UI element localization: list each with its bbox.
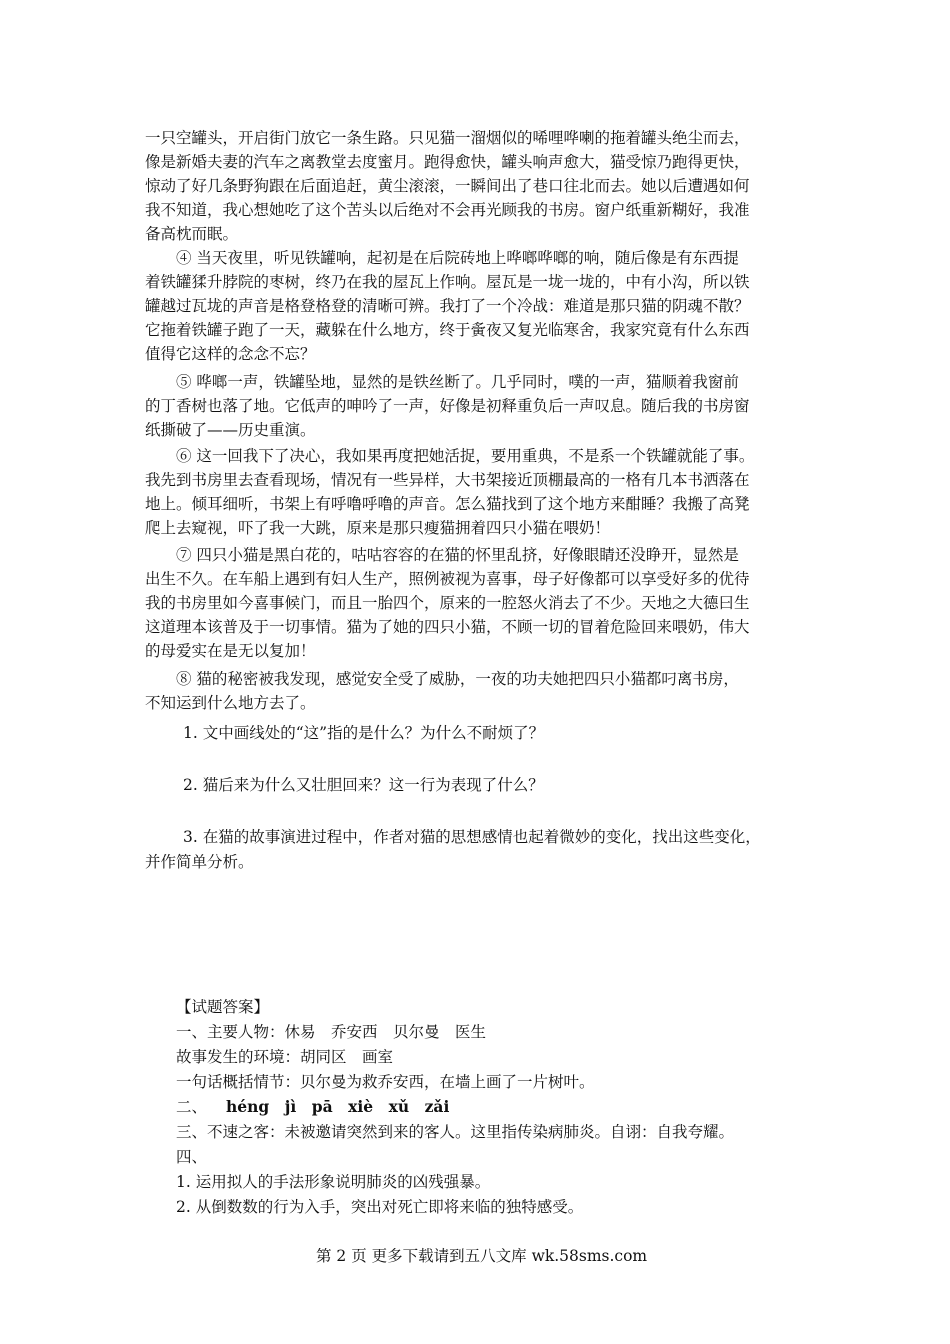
passage-line: 备高枕而眠。 (145, 225, 239, 243)
answer-pinyin: héng jì pā xiè xǔ zǎi (226, 1097, 450, 1116)
passage-line: 我先到书房里去查看现场，情况有一些异样，大书架接近顶棚最高的一格有几本书洒落在 (145, 471, 750, 489)
passage-line: 的丁香树也落了地。它低声的呻吟了一声，好像是初释重负后一声叹息。随后我的书房窗 (145, 397, 750, 415)
passage-line: 我不知道，我心想她吃了这个苦头以后绝对不会再光顾我的书房。窗户纸重新糊好，我准 (145, 201, 750, 219)
paragraph-6-start: ⑥ 这一回我下了决心，我如果再度把她活捉，要用重典，不是系一个铁罐就能了事。 (176, 447, 755, 465)
paragraph-5-start: ⑤ 哗啷一声，铁罐坠地，显然的是铁丝断了。几乎同时，噗的一声，猫顺着我窗前 (176, 373, 739, 391)
question-3-cont: 并作简单分析。 (145, 853, 254, 871)
passage-line: 罐越过瓦垅的声音是格登格登的清晰可辨。我打了一个冷战：难道是那只猫的阴魂不散？ (145, 297, 750, 315)
answer-line: 1. 运用拟人的手法形象说明肺炎的凶残强暴。 (176, 1173, 491, 1191)
passage-line: 值得它这样的念念不忘？ (145, 345, 316, 363)
paragraph-8-start: ⑧ 猫的秘密被我发现，感觉安全受了威胁，一夜的功夫她把四只小猫都叼离书房， (176, 670, 739, 688)
question-3: 3. 在猫的故事演进过程中，作者对猫的思想感情也起着微妙的变化，找出这些变化， (183, 828, 761, 846)
passage-line: 惊动了好几条野狗跟在后面追赶，黄尘滚滚，一瞬间出了巷口往北而去。她以后遭遇如何 (145, 177, 750, 195)
answer-line: 二、 (176, 1098, 208, 1116)
answer-line: 三、不速之客：未被邀请突然到来的客人。这里指传染病肺炎。自诩：自我夸耀。 (176, 1123, 735, 1141)
passage-line: 的母爱实在是无以复加！ (145, 642, 316, 660)
answers-title: 【试题答案】 (176, 998, 270, 1016)
page-footer: 第 2 页 更多下载请到五八文库 wk.58sms.com (316, 1247, 648, 1265)
answer-line: 一句话概括情节：贝尔曼为救乔安西，在墙上画了一片树叶。 (176, 1073, 595, 1091)
paragraph-7-start: ⑦ 四只小猫是黑白花的，咕咕容容的在猫的怀里乱挤，好像眼睛还没睁开，显然是 (176, 546, 739, 564)
passage-line: 地上。倾耳细听，书架上有呼噜呼噜的声音。怎么猫找到了这个地方来酣睡？我搬了高凳 (145, 495, 750, 513)
answer-line: 故事发生的环境：胡同区 画室 (176, 1048, 394, 1066)
answer-line: 四、 (176, 1148, 208, 1166)
passage-line: 我的书房里如今喜事候门，而且一胎四个，原来的一腔怒火消去了不少。天地之大德曰生 (145, 594, 750, 612)
answer-line: 一、主要人物：休易 乔安西 贝尔曼 医生 (176, 1023, 487, 1041)
passage-line: 像是新婚夫妻的汽车之离教堂去度蜜月。跑得愈快，罐头响声愈大，猫受惊乃跑得更快， (145, 153, 750, 171)
passage-line: 不知运到什么地方去了。 (145, 694, 316, 712)
passage-line: 爬上去窥视，吓了我一大跳，原来是那只瘦猫拥着四只小猫在喂奶！ (145, 519, 611, 537)
passage-line: 着铁罐猱升脖院的枣树，终乃在我的屋瓦上作响。屋瓦是一垅一垅的，中有小沟，所以铁 (145, 273, 750, 291)
passage-line: 这道理本该普及于一切事情。猫为了她的四只小猫，不顾一切的冒着危险回来喂奶，伟大 (145, 618, 750, 636)
paragraph-4-start: ④ 当天夜里，听见铁罐响，起初是在后院砖地上哗啷哗啷的响，随后像是有东西提 (176, 249, 739, 267)
passage-line: 它拖着铁罐子跑了一天，藏躲在什么地方，终于夤夜又复光临寒舍，我家究竟有什么东西 (145, 321, 750, 339)
passage-line: 一只空罐头，开启街门放它一条生路。只见猫一溜烟似的唏哩哗喇的拖着罐头绝尘而去， (145, 129, 750, 147)
passage-line: 出生不久。在车船上遇到有妇人生产，照例被视为喜事，母子好像都可以享受好多的优待 (145, 570, 750, 588)
question-2: 2. 猫后来为什么又壮胆回来？这一行为表现了什么？ (183, 776, 544, 794)
passage-line: 纸撕破了——历史重演。 (145, 421, 316, 439)
question-1: 1. 文中画线处的“这”指的是什么？为什么不耐烦了？ (183, 724, 545, 742)
answer-line: 2. 从倒数数的行为入手，突出对死亡即将来临的独特感受。 (176, 1198, 584, 1216)
